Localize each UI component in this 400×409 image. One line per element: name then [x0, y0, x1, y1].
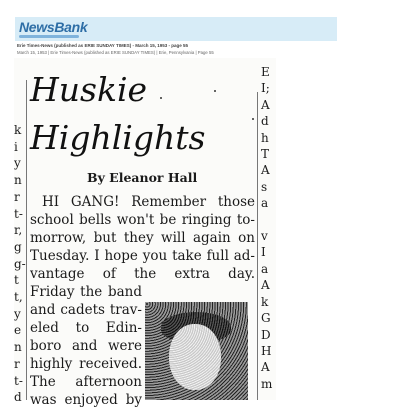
fragment-char: A [261, 163, 270, 178]
fragment-char: E [261, 65, 270, 79]
body-line: The afternoon [30, 374, 142, 390]
body-line: school bells won't be ringing to- [30, 212, 255, 228]
body-line: Tuesday. I hope you take full ad- [30, 248, 255, 264]
fragment-char: k [261, 294, 269, 309]
fragment-char: r [14, 356, 20, 371]
fragment-char: n [14, 340, 22, 355]
body-line: boro and were [30, 338, 142, 354]
headline-line-2: Highlights [30, 118, 206, 157]
body-line: eled to Edin- [30, 320, 142, 336]
fragment-char: k [14, 123, 22, 137]
right-column-fragment [261, 64, 275, 392]
photo-face [169, 324, 221, 390]
fragment-char: A [261, 97, 270, 112]
fragment-char: I [261, 245, 266, 260]
fragment-char: e [14, 323, 22, 338]
newsbank-logo[interactable]: NewsBank [19, 19, 88, 35]
left-column-fragment [14, 122, 26, 406]
print-speck [160, 97, 162, 99]
body-line: HI GANG! Remember those [42, 194, 255, 210]
fragment-char: v [261, 229, 268, 244]
fragment-char: t, [14, 290, 23, 305]
fragment-char: n [14, 173, 22, 188]
fragment-char: d [14, 390, 22, 405]
fragment-char: t [14, 273, 19, 288]
fragment-char: A [261, 360, 270, 375]
fragment-char: y [14, 156, 21, 171]
fragment-char: i [14, 139, 18, 154]
print-speck [252, 118, 254, 120]
fragment-char: r, [14, 223, 23, 238]
fragment-char: d [261, 114, 269, 129]
column-rule-right [257, 92, 258, 400]
fragment-char: t- [14, 373, 23, 388]
body-line: Friday the band [30, 284, 142, 300]
body-line: morrow, but they will again on [30, 230, 255, 246]
fragment-char: I; [261, 81, 270, 96]
fragment-char: H [261, 343, 272, 358]
print-speck [214, 90, 216, 92]
citation-title: Erie Times-News (published as ERIE SUNDAY TIMES) - March 15, 1953 - page 55 [17, 43, 188, 48]
fragment-char: h [261, 130, 269, 145]
fragment-char: m [261, 376, 273, 391]
newsbank-banner [15, 17, 337, 41]
fragment-char: a [261, 196, 269, 211]
body-line: was enjoyed by [30, 392, 142, 408]
fragment-char: s [261, 179, 268, 194]
body-line: highly received. [30, 356, 142, 372]
fragment-char: A [261, 278, 270, 293]
body-line: and cadets trav- [30, 302, 142, 318]
column-rule-left [26, 80, 27, 400]
fragment-char: a [261, 261, 269, 276]
fragment-char: T [261, 147, 270, 162]
fragment-char [261, 212, 275, 228]
article-headline [30, 66, 205, 162]
author-photo [145, 302, 248, 400]
fragment-char: y [14, 306, 21, 321]
fragment-char: r [14, 189, 20, 204]
logo-swoosh-icon [19, 35, 79, 38]
headline-line-1: Huskie [30, 70, 148, 109]
fragment-char: D [261, 327, 271, 342]
body-line: vantage of the extra day. [30, 266, 255, 282]
fragment-char: t- [14, 206, 23, 221]
fragment-char: G [261, 311, 271, 326]
article-byline: By Eleanor Hall [87, 170, 198, 185]
citation-details: March 15, 1953 | Erie Times-News (published as ERIE SUNDAY TIMES) | Erie, Pennsylvania | Page 55 [17, 50, 214, 55]
fragment-char: g- [14, 256, 26, 271]
fragment-char: g [14, 239, 22, 254]
